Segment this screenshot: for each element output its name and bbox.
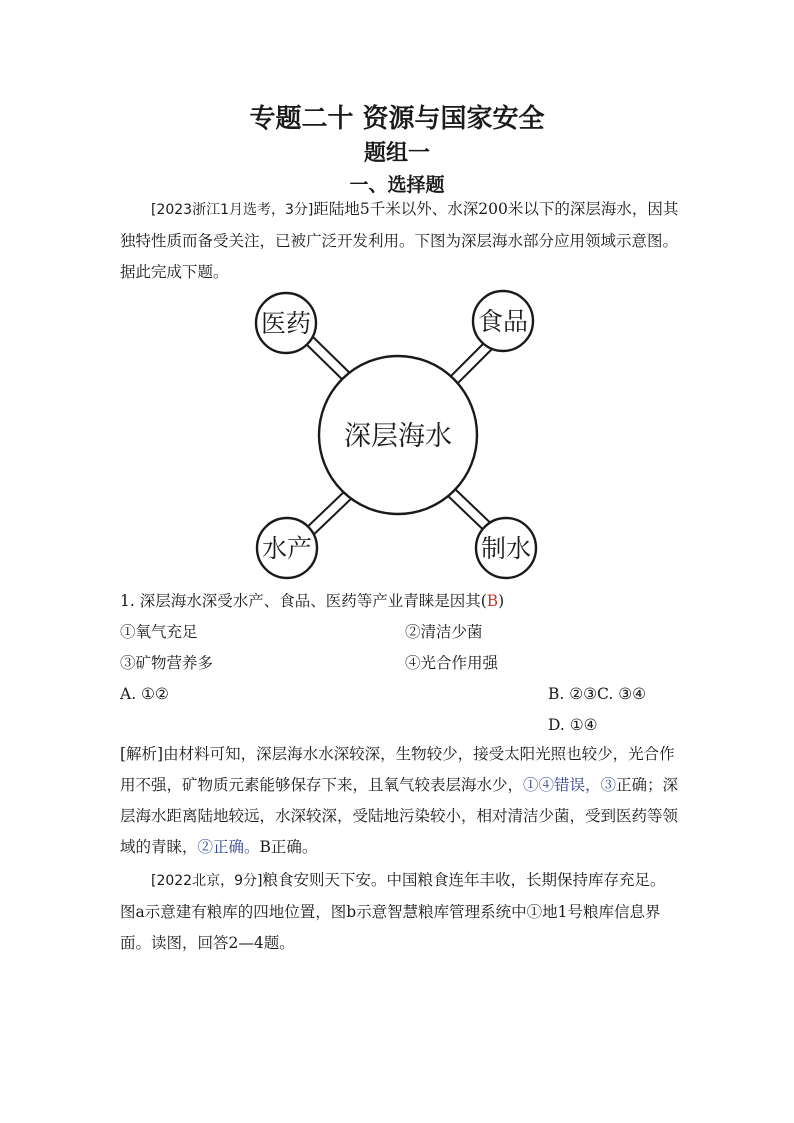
intro-paragraph-1 [120, 194, 680, 288]
label-bottom-right: 制水 [480, 534, 532, 563]
analysis-wrong: ①④错误，③ [523, 776, 617, 794]
option-3: ③矿物营养多 [120, 654, 214, 672]
intro-text: 距陆地5千米以外、水深200米以下的深层海水，因其独特性质而备受关注，已被广泛开发利用。下图为深层海水部分应用领域示意图。据此完成下题。 [120, 200, 679, 281]
label-top-right: 食品 [477, 307, 529, 336]
intro-paragraph-2 [120, 865, 680, 959]
question-source-2: [2022北京，9分] [151, 873, 263, 889]
intro-text-2: 粮食安则天下安。中国粮食连年丰收，长期保持库存充足。图a示意建有粮库的四地位置，图b示意智慧粮库管理系统中①地1号粮库信息界面。读图，回答2—4题。 [120, 871, 666, 952]
choice-d: D. ①④ [548, 716, 598, 734]
question-source: [2023浙江1月选考，3分] [151, 202, 314, 218]
section-heading: 一、选择题 [349, 174, 445, 196]
choice-a: A. ①② [120, 685, 169, 703]
question-1-stem: 1. 深层海水深受水产、食品、医药等产业青睐是因其(B) [120, 592, 505, 610]
analysis-paragraph: [解析]由材料可知，深层海水水深较深，生物较少，接受太阳光照也较少，光合作用不强，矿物质元素能够保存下来，且氧气较表层海水少，①④错误，③正确；深层海水距离陆地较远，水深较深，受陆地污染较小，相对清洁少菌，受到医药等领域的青睐，②正确。B正确。 [120, 745, 679, 856]
analysis-right: ②正确。 [197, 838, 260, 856]
choice-b-c: B. ②③C. ③④ [548, 685, 646, 703]
label-top-left: 医药 [260, 309, 312, 338]
application-diagram [240, 285, 560, 580]
page-subtitle: 题组一 [363, 141, 430, 166]
answer-label: B [486, 592, 499, 610]
option-1: ①氧气充足 [120, 623, 198, 641]
option-2: ②清洁少菌 [405, 623, 483, 641]
page-title: 专题二十 资源与国家安全 [249, 104, 545, 134]
center-label: 深层海水 [344, 421, 452, 452]
label-bottom-left: 水产 [261, 534, 313, 563]
option-4: ④光合作用强 [405, 654, 499, 672]
